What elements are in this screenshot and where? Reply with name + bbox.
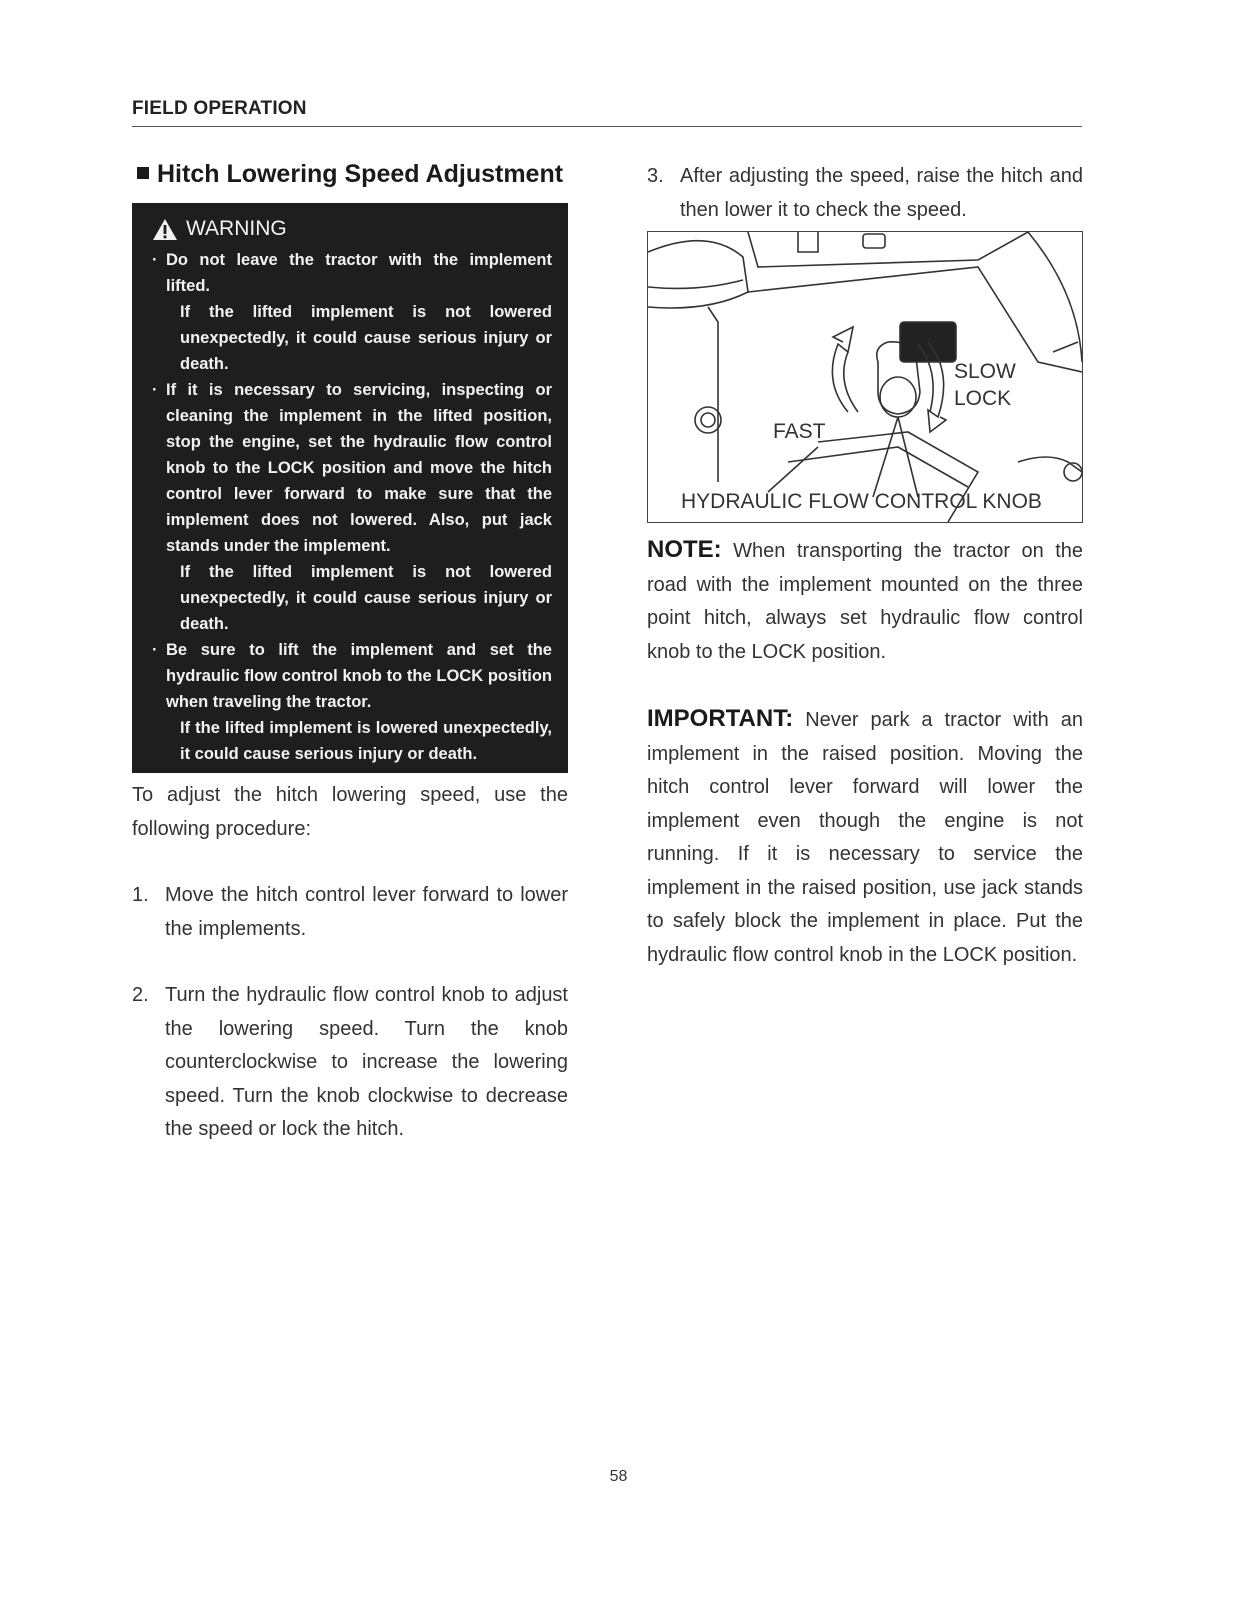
lock-label: LOCK <box>954 387 1012 410</box>
knob-illustration <box>647 231 1083 523</box>
page-number: 58 <box>609 1468 628 1485</box>
note-text: When transporting the tractor on the road with the implement mounted on the three point hitch, always set hydraulic flow control knob to the LOCK position. <box>647 540 1083 663</box>
important-text: Never park a tractor with an implement in the raised position. Moving the hitch control lever forward will lower the implement even though the engine is not running. If it is necessary to service the implement in the raised position, use jack stands to safely block the implement in place. Put the hydraulic flow control knob in the LOCK position. <box>647 709 1084 966</box>
section-heading-text: Hitch Lowering Speed Adjustment <box>157 160 564 188</box>
bullet-dot: · <box>152 641 158 659</box>
tractor-knob-drawing <box>648 232 1082 522</box>
warning-item-text: If it is necessary to servicing, inspecting or cleaning the implement in the lifted position, stop the engine, set the hydraulic flow control knob to the LOCK position and move the hitch control lever forward to make sure that the implement does not lowered. Also, put jack stands under the implement. <box>166 381 552 555</box>
knob-label: HYDRAULIC FLOW CONTROL KNOB <box>681 490 1042 513</box>
warning-triangle-icon <box>152 218 178 241</box>
warning-title-text: WARNING <box>186 217 287 240</box>
warning-consequence: If the lifted implement is not lowered unexpectedly, it could cause serious injury or death. <box>180 563 552 633</box>
warning-consequence: If the lifted implement is lowered unexpectedly, it could cause serious injury or death. <box>180 719 552 763</box>
intro-paragraph: To adjust the hitch lowering speed, use the following procedure: <box>132 784 568 840</box>
note-label: NOTE: <box>647 536 722 563</box>
warning-item-text: Be sure to lift the implement and set the hydraulic flow control knob to the LOCK position when traveling the tractor. <box>166 641 552 711</box>
warning-box <box>132 203 568 773</box>
step-text: Move the hitch control lever forward to lower the implements. <box>165 884 568 940</box>
important-label: IMPORTANT: <box>647 705 794 732</box>
fast-label: FAST <box>773 420 826 443</box>
warning-item <box>152 247 552 299</box>
step-number: 2. <box>132 984 149 1006</box>
warning-consequence: If the lifted implement is not lowered unexpectedly, it could cause serious injury or death. <box>180 303 552 373</box>
right-column <box>647 160 1083 972</box>
slow-label: SLOW <box>954 360 1016 383</box>
warning-item <box>152 377 552 559</box>
important-paragraph <box>647 702 1083 972</box>
procedure-step <box>132 879 568 946</box>
warning-item <box>152 637 552 715</box>
bullet-dot: · <box>152 251 158 269</box>
section-heading <box>137 155 568 193</box>
square-bullet-icon <box>137 167 149 179</box>
left-column <box>132 155 568 1147</box>
step-number: 1. <box>132 884 149 906</box>
page-header <box>132 98 1082 127</box>
header-title: FIELD OPERATION <box>132 98 307 119</box>
note-paragraph <box>647 533 1083 669</box>
warning-title <box>152 213 552 245</box>
step-text: Turn the hydraulic flow control knob to adjust the lowering speed. Turn the knob counterclockwise to increase the lowering speed. Turn the knob clockwise to decrease the speed or lock the hitch. <box>165 984 568 1140</box>
procedure-step <box>647 160 1083 227</box>
warning-item-text: Do not leave the tractor with the implement lifted. <box>166 251 552 295</box>
bullet-dot: · <box>152 381 158 399</box>
procedure-step <box>132 979 568 1147</box>
step-number: 3. <box>647 165 664 187</box>
step-text: After adjusting the speed, raise the hitch and then lower it to check the speed. <box>680 165 1083 221</box>
